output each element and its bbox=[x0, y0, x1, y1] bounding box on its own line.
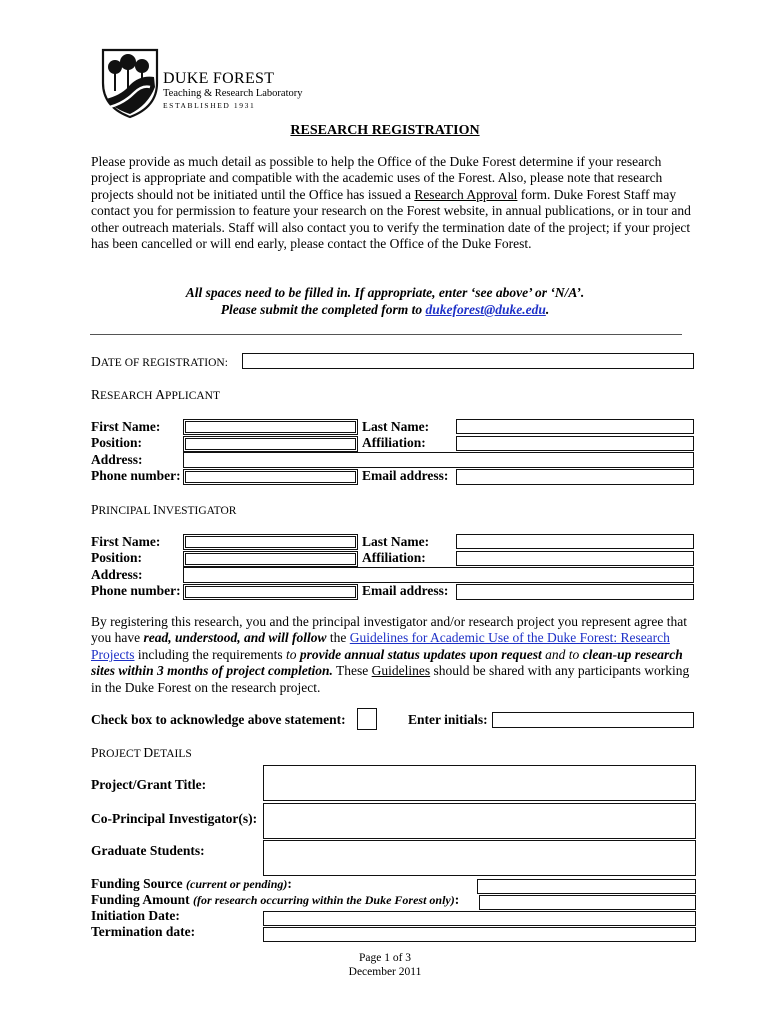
heading-part: ETAILS bbox=[153, 748, 192, 760]
funding-source-note: (current or pending) bbox=[186, 877, 288, 891]
research-applicant-heading bbox=[91, 387, 220, 403]
pi-last-name-field[interactable] bbox=[456, 534, 694, 549]
date-label-initial: D bbox=[91, 354, 101, 369]
pi-address-label: Address: bbox=[91, 567, 143, 582]
pi-phone-field[interactable] bbox=[183, 584, 358, 600]
applicant-last-name-field[interactable] bbox=[456, 419, 694, 434]
applicant-affiliation-label: Affiliation: bbox=[362, 435, 426, 450]
applicant-phone-label: Phone number: bbox=[91, 468, 181, 483]
divider bbox=[90, 334, 682, 335]
duke-forest-logo-shield-icon bbox=[100, 47, 160, 119]
heading-initial: D bbox=[143, 745, 154, 760]
applicant-address-label: Address: bbox=[91, 452, 143, 467]
agreement-text: including the requirements bbox=[134, 646, 286, 662]
agreement-italic: to bbox=[285, 646, 297, 662]
heading-initial: R bbox=[91, 387, 101, 402]
heading-part: ESEARCH bbox=[100, 390, 156, 402]
date-of-registration-field[interactable] bbox=[242, 353, 694, 369]
heading-part: RINCIPAL bbox=[98, 505, 153, 517]
funding-amount-note: (for research occurring within the Duke Forest only) bbox=[193, 893, 455, 907]
footer-date: December 2011 bbox=[348, 966, 422, 978]
project-title-field[interactable] bbox=[263, 765, 696, 801]
intro-text: Please provide as much detail as possible to help the Office of the Duke Forest determine if your research project is appropriate and compatible with the academic uses of the Forest. Also, please note that research projects should not be initiated until the Office has issued a bbox=[91, 154, 663, 202]
agreement-text: By registering this research, you and the principal investigator and/or research project you represent agree that you have bbox=[91, 614, 688, 646]
heading-part: NVESTIGATOR bbox=[157, 505, 237, 517]
applicant-email-field[interactable] bbox=[456, 469, 694, 485]
pi-first-name-label: First Name: bbox=[91, 534, 161, 549]
applicant-address-field[interactable] bbox=[183, 452, 694, 468]
initiation-date-label: Initiation Date: bbox=[91, 908, 180, 923]
applicant-first-name-label: First Name: bbox=[91, 419, 161, 434]
funding-amount-field[interactable] bbox=[479, 895, 696, 910]
applicant-last-name-label: Last Name: bbox=[362, 419, 430, 434]
pi-affiliation-label: Affiliation: bbox=[362, 550, 426, 565]
funding-source-colon: : bbox=[287, 876, 292, 891]
co-pi-field[interactable] bbox=[263, 803, 696, 839]
notice-line-1: All spaces need to be filled in. If appropriate, enter ‘see above’ or ‘N/A’. bbox=[185, 285, 585, 300]
page-number: Page 1 of 3 bbox=[358, 952, 412, 964]
funding-source-label bbox=[91, 876, 292, 892]
applicant-email-label: Email address: bbox=[362, 468, 449, 483]
agreement-text: should be shared with any participants working in the Duke Forest on the research project. bbox=[91, 663, 690, 695]
applicant-affiliation-field[interactable] bbox=[456, 436, 694, 451]
agreement-text: These bbox=[332, 663, 372, 679]
graduate-students-label: Graduate Students: bbox=[91, 843, 205, 858]
logo-established: ESTABLISHED 1931 bbox=[163, 101, 256, 110]
applicant-first-name-field[interactable] bbox=[183, 419, 358, 435]
acknowledge-label: Check box to acknowledge above statement: bbox=[91, 712, 346, 727]
date-of-registration-label bbox=[91, 354, 228, 370]
heading-initial: I bbox=[152, 502, 158, 517]
logo-subtitle: Teaching & Research Laboratory bbox=[163, 88, 303, 99]
date-label-rest: ATE OF REGISTRATION: bbox=[100, 357, 228, 369]
guidelines-short-link[interactable]: Guidelines bbox=[371, 663, 431, 679]
pi-position-field[interactable] bbox=[183, 551, 358, 567]
funding-amount-label bbox=[91, 892, 459, 908]
page-title: RESEARCH REGISTRATION bbox=[290, 123, 480, 138]
acknowledge-checkbox[interactable] bbox=[357, 708, 377, 730]
heading-part: PPLICANT bbox=[165, 390, 220, 402]
pi-affiliation-field[interactable] bbox=[456, 551, 694, 566]
termination-date-field[interactable] bbox=[263, 927, 696, 942]
funding-source-text: Funding Source bbox=[91, 876, 183, 891]
funding-source-field[interactable] bbox=[477, 879, 696, 894]
applicant-position-label: Position: bbox=[91, 435, 143, 450]
guidelines-link[interactable]: Guidelines for Academic Use of the Duke Forest: Research Projects bbox=[91, 630, 670, 662]
heading-part: ROJECT bbox=[98, 748, 144, 760]
pi-email-field[interactable] bbox=[456, 584, 694, 600]
funding-amount-colon: : bbox=[454, 892, 460, 907]
heading-initial: P bbox=[91, 502, 99, 517]
pi-phone-label: Phone number: bbox=[91, 583, 181, 598]
pi-position-label: Position: bbox=[91, 550, 143, 565]
agreement-emphasis: clean-up research sites within 3 months of project completion. bbox=[91, 646, 683, 679]
agreement-paragraph bbox=[91, 614, 691, 696]
pi-email-label: Email address: bbox=[362, 583, 449, 598]
termination-date-label: Termination date: bbox=[91, 924, 196, 939]
research-approval-link[interactable]: Research Approval bbox=[414, 186, 518, 202]
agreement-emphasis: provide annual status updates upon request bbox=[296, 646, 542, 662]
agreement-emphasis: read, understood, and will follow bbox=[143, 630, 327, 646]
pi-first-name-field[interactable] bbox=[183, 534, 358, 550]
email-link[interactable]: dukeforest@duke.edu bbox=[425, 302, 546, 317]
notice-submit-text: Please submit the completed form to bbox=[220, 302, 426, 317]
project-details-heading bbox=[91, 745, 192, 761]
agreement-text: the bbox=[326, 630, 350, 646]
notice-line-2 bbox=[0, 302, 770, 318]
intro-text-continued: form. Duke Forest Staff may contact you for permission to feature your research on the Forest website, in annual publications, or in tour and other outreach materials. Staff will also contact you to verify the termination date of the project; if your project has been cancelled or will end early, please contact the Office of the Duke Forest. bbox=[91, 186, 691, 252]
agreement-italic: and to bbox=[541, 646, 580, 662]
initials-field[interactable] bbox=[492, 712, 694, 728]
applicant-position-field[interactable] bbox=[183, 436, 358, 452]
heading-initial: P bbox=[91, 745, 99, 760]
pi-address-field[interactable] bbox=[183, 567, 694, 583]
co-pi-label: Co-Principal Investigator(s): bbox=[91, 811, 258, 826]
principal-investigator-heading bbox=[91, 502, 236, 518]
project-title-label: Project/Grant Title: bbox=[91, 777, 207, 792]
logo-name: DUKE FOREST bbox=[163, 70, 275, 87]
graduate-students-field[interactable] bbox=[263, 840, 696, 876]
heading-initial: A bbox=[155, 387, 166, 402]
funding-amount-text: Funding Amount bbox=[91, 892, 190, 907]
initiation-date-field[interactable] bbox=[263, 911, 696, 926]
pi-last-name-label: Last Name: bbox=[362, 534, 430, 549]
applicant-phone-field[interactable] bbox=[183, 469, 358, 485]
notice-period: . bbox=[545, 302, 550, 317]
intro-paragraph bbox=[91, 154, 691, 252]
initials-label: Enter initials: bbox=[408, 712, 488, 727]
